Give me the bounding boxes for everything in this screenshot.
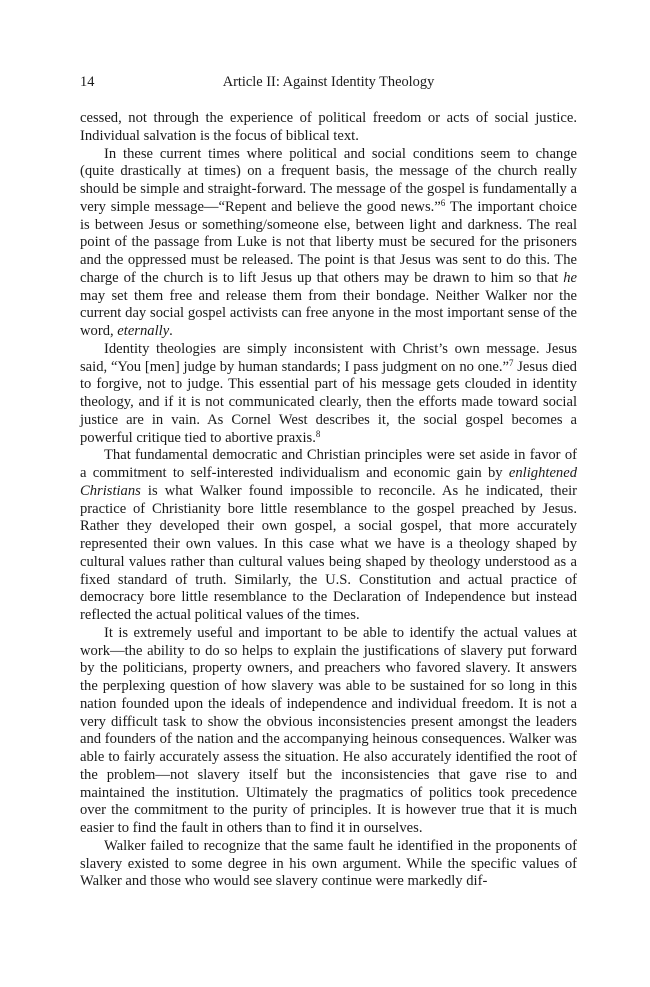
page-header [80, 74, 577, 96]
footnote-marker: 7 [508, 357, 514, 368]
body-text [80, 110, 577, 891]
text-run: That fundamental democratic and Christian principles were set aside in favor of a commitment to self-interested individualism and economic gain by [80, 447, 577, 481]
paragraph [80, 341, 577, 448]
text-run: may set them free and release them from their bondage. Neither Walker nor the current day social gospel activists can free anyone in the most important sense of the word, [80, 287, 577, 339]
footnote-marker: 6 [440, 197, 446, 208]
paragraph [80, 625, 577, 838]
text-run: cessed, not through the experience of political freedom or acts of social justice. Individual salvation is the focus of biblical text. [80, 110, 577, 144]
text-run: The important choice is between Jesus or something/someone else, between light and darkness. The real point of the passage from Luke is not that liberty must be secured for the prisoners and the oppressed must be released. The point is that Jesus was sent to do this. The charge of the church is to lift Jesus up that others may be drawn to him so that [80, 198, 577, 286]
paragraph [80, 447, 577, 625]
text-run: It is extremely useful and important to be able to identify the actual values at work—the ability to do so helps to explain the justifications of slavery put forward by the politicians, property owners, and preachers who favored slavery. It answers the perplexing question of how slavery was able to be sustained for so long in this nation founded upon the ideals of independence and individual freedom. It is not a very difficult task to show the obvious inconsistencies present amongst the leaders and founders of the nation and the accompanying heinous consequences. Walker was able to fairly accurately assess the situation. He also accurately identified the root of the problem—not slavery itself but the inconsistencies that gave rise to and maintained the institution. Ultimately the pragmatics of politics took precedence over the commitment to the purity of principles. It is however true that it is much easier to find the fault in others than to find it in ourselves. [80, 624, 577, 836]
paragraph [80, 146, 577, 341]
running-head: Article II: Against Identity Theology [222, 74, 435, 90]
paragraph [80, 110, 577, 146]
page-number: 14 [80, 74, 95, 90]
emphasis-text: enlightened Christians [80, 465, 577, 499]
text-run: . [169, 323, 173, 339]
book-page [80, 74, 577, 891]
text-run: Identity theologies are simply inconsistent with Christ’s own message. Jesus said, “You [men] judge by human standards; I pass judgment on no one.” [80, 340, 577, 375]
paragraph [80, 838, 577, 891]
emphasis-text: he [563, 269, 577, 286]
text-run: Jesus died to forgive, not to judge. This essential part of his message gets clouded in identity theology, and if it is not communicated clearly, then the efforts made toward social justice are in vain. As Cornel West describes it, the social gospel becomes a powerful critique tied to abortive praxis. [80, 358, 577, 446]
emphasis-text: eternally [117, 323, 170, 339]
text-run: In these current times where political and social conditions seem to change (quite drastically at times) on a frequent basis, the message of the church really should be simple and straight-forward. The message of the gospel is fundamentally a very simple message—“Repent and believe the good news.” [80, 145, 577, 215]
text-run: is what Walker found impossible to reconcile. As he indicated, their practice of Christianity bore little resemblance to the gospel preached by Jesus. Rather they developed their own gospel, a social gospel, that more accurately represented their own values. In this case what we have is a theology shaped by cultural values rather than cultural values being shaped by theology understood as a fixed standard of truth. Similarly, the U.S. Constitution and actual practice of democracy bore little resemblance to the Declaration of Independence but instead reflected the actual political values of the times. [80, 482, 577, 623]
text-run: Walker failed to recognize that the same fault he identified in the proponents of slavery existed to some degree in his own argument. While the specific values of Walker and those who would see slavery continue were markedly dif- [80, 837, 577, 890]
footnote-marker: 8 [315, 428, 321, 439]
